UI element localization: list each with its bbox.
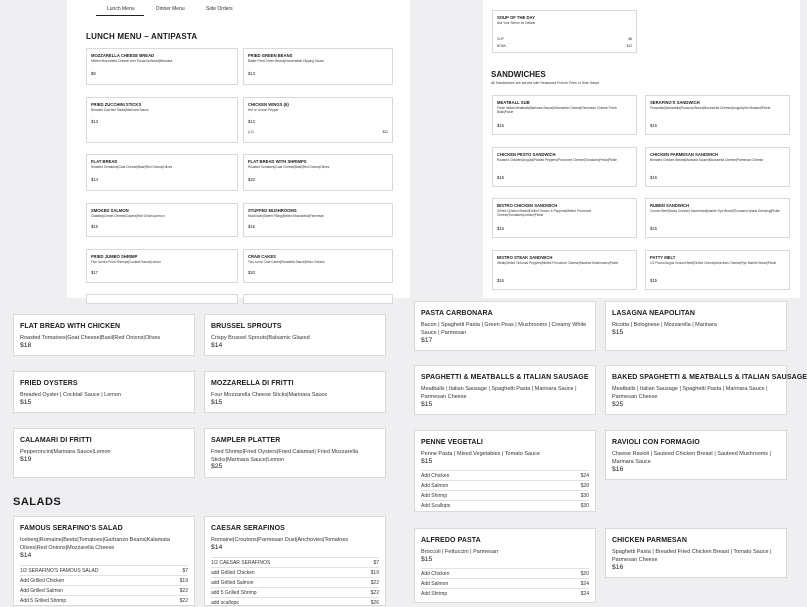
item-price: $12 [248,119,255,124]
item-price: $15 [211,399,223,406]
option-price: $19 [179,578,188,584]
item-name: SERAFINO'S SANDWICH [650,100,700,105]
menu-item-card[interactable] [204,371,386,413]
menu-item-card[interactable] [645,147,790,187]
item-price: $8 [91,71,96,76]
item-price: $15 [497,123,504,128]
item-name: ALFREDO PASTA [421,537,481,544]
menu-item-card[interactable] [204,428,386,478]
menu-item-card[interactable] [605,365,807,415]
section-title: LUNCH MENU – ANTIPASTA [86,32,198,41]
item-name: MEATBALL SUB [497,100,530,105]
option-price: $22 [179,588,188,594]
item-desc: Roasted Chicken|Arugula|Pickled Peppers|Provolone Cheese|Tomatoes|Pesto|Pickle [497,158,617,162]
menu-item-card[interactable] [492,95,637,135]
option-price: $7 [373,560,379,566]
item-desc: Grilled Chicken Breast|Grilled Onions & Peppers|Melted Provolone Cheese|Tomatoes|Lettuce|Pickle [497,209,592,217]
item-desc: Cheese Ravioli | Sauteed Chicken Breast | Sauteed Mushrooms | Marinara Sauce [612,451,771,465]
menu-item-card[interactable] [86,203,238,237]
menu-item-card[interactable] [13,314,195,356]
item-name: PATTY MELT [650,255,676,260]
option-label: Add Salmon [421,483,449,489]
item-name: CRAB CAKES [248,254,276,259]
item-desc: Broccoli | Fettuccini | Parmesan [421,549,499,555]
item-name: SOUP OF THE DAY [497,15,535,20]
menu-item-card[interactable] [243,203,393,237]
item-price: $15 [612,329,624,336]
item-name: MOZZARELLA CHEESE BREAD [91,53,155,58]
item-desc: Penne Pasta | Mixed Vegetables | Tomato Sauce [421,451,540,457]
item-desc: Meatballs | Italian Sausage | Spaghetti Pasta | Marinara Sauce | Parmesan Cheese [421,386,577,400]
menu-item-card[interactable] [243,154,393,191]
item-price: $17 [421,337,433,344]
option-row[interactable] [421,490,589,500]
option-row[interactable] [421,480,589,490]
option-label: 1/2 CAESAR SERAFINOS [211,560,271,566]
item-desc: Prosciutto|Mortadella|Focaccia Bread|Mozzarella Cheese|Arugula|Hot Mustard|Pickle [650,106,771,110]
item-desc: Melted Mozzarella Cheese over Focaccia Bread|Marinara [91,59,173,63]
option-price: $22 [382,130,388,134]
option-label: add Grilled Salmon [211,580,254,586]
section-title: SANDWICHES [491,70,546,79]
tab-side-orders[interactable]: Side Orders [206,6,233,12]
menu-item-card[interactable] [414,365,596,415]
item-desc: Roasted Tomatoes|Goat Cheese|Basil|Red Onions|Olives [248,165,330,169]
item-price: $19 [20,456,32,463]
item-desc: Two Lump Crab Cakes|Rosalotta Sauce|Micro Greens [248,260,325,264]
menu-item-card[interactable] [86,97,238,143]
option-row[interactable] [421,470,589,480]
option-row[interactable] [211,597,379,607]
item-price: $15 [20,399,32,406]
item-price: $15 [650,226,657,231]
menu-item-card[interactable] [605,301,787,351]
item-price: $15 [421,458,433,465]
option-label: BOWL [497,44,507,48]
item-desc: Hot or Lemon Pepper [248,108,279,112]
item-price: $15 [650,278,657,283]
option-price: $19 [370,570,379,576]
option-price: $7 [182,568,188,574]
option-row[interactable] [20,565,188,575]
item-desc: Breaded Oyster | Cocktail Sauce | Lemon [20,392,121,398]
menu-item-card[interactable] [492,147,637,187]
option-row[interactable] [421,500,589,510]
menu-tabs [67,0,410,17]
option-label: Add Chicken [421,571,450,577]
item-price: $15 [421,401,433,408]
item-desc: Fresh Italian Meatballs|Marinara Sauce|Mozzarella Cheese|Parmesan Cheese Fresh Basil|Pickle [497,106,617,114]
item-name: BISTRO CHICKEN SANDWICH [497,203,558,208]
item-name: FRIED JUMBO SHRIMP [91,254,138,259]
option-price: $26 [370,600,379,606]
menu-item-card[interactable] [86,154,238,191]
item-desc: Roasted Tomatoes|Goat Cheese|Basil|Red Onions|Olives [91,165,173,169]
item-name: MOZZARELLA DI FRITTI [211,380,294,387]
option-label: add scallops [211,600,239,606]
option-price: $24 [580,591,589,597]
item-price: $14 [20,552,32,559]
option-label: Add Chicken [421,473,450,479]
item-name: CAESAR SERAFINOS [211,525,285,532]
item-name: FRIED OYSTERS [20,380,78,387]
menu-item-card[interactable] [605,430,787,480]
item-desc: Ciabatta|Cream Cheese|Capers|Red Onions|Lemon [91,214,165,218]
item-desc: 1/2 Pound Angus Ground Beef|Grilled Onions|American Cheese|Rye Marble Bread|Pickle [650,261,777,265]
menu-item-card[interactable] [645,95,790,135]
option-row[interactable] [20,575,188,585]
item-price: $15 [248,224,255,229]
option-row[interactable] [211,577,379,587]
option-label: Add Grilled Salmon [20,588,64,594]
option-price: $20 [580,571,589,577]
item-price: $16 [497,278,504,283]
item-price: $15 [497,226,504,231]
option-price: $24 [580,581,589,587]
item-name: FLAT BREAD WITH SHRIMPS [248,159,307,164]
item-desc: Steak|Grilled Onions& Peppers|Melted Provolone Cheese|Sauteed Mushrooms|Pickle [497,261,619,265]
item-desc: Ask Your Server for Details [497,21,536,25]
item-desc: Pepperoncini|Marinara Sauce|Lemon [20,449,111,455]
menu-item-card[interactable] [492,198,637,238]
option-row[interactable] [421,578,589,588]
item-price: $14 [211,342,223,349]
menu-item-card[interactable] [645,198,790,238]
item-desc: Meatballs | Italian Sausage | Spaghetti Pasta | Marinara Sauce | Parmesan Cheese [612,386,768,400]
menu-item-card[interactable] [86,249,238,283]
soup-card[interactable] [492,10,637,53]
option-price: $28 [580,483,589,489]
option-price: $30 [580,493,589,499]
item-desc: Iceberg|Romaine|Beets|Tomatoes|Garbanzo Beans|Kalamata Olives|Red Onions|Mozzarella Cheese [20,537,170,551]
item-price: $18 [20,342,32,349]
sandwiches-panel [483,0,800,298]
item-price: $15 [650,123,657,128]
tab-dinner-menu[interactable]: Dinner Menu [156,6,185,12]
tab-lunch-menu[interactable]: Lunch Menu [107,6,135,12]
menu-item-card[interactable] [243,97,393,143]
item-desc: Crispy Brussel Sprouts|Balsamic Glazed [211,335,310,341]
item-name: PENNE VEGETALI [421,439,483,446]
item-price: $22 [248,177,255,182]
menu-item-card[interactable] [414,430,596,512]
menu-item-card[interactable] [243,48,393,85]
item-price: $20 [248,270,255,275]
item-name: FLAT BREAD WITH CHICKEN [20,323,121,330]
item-name: FRIED GREEN BEANS [248,53,293,58]
option-row[interactable] [421,568,589,578]
option-label: Add Shrimp [421,591,448,597]
option-row[interactable] [211,557,379,567]
menu-item-card[interactable] [86,48,238,85]
menu-item-card[interactable] [243,249,393,283]
option-label: 1/2 SERAFINO'S FAMOUS SALAD [20,568,99,574]
option-price: $22 [179,598,188,604]
option-label: (12) [248,130,254,134]
menu-item-card[interactable] [13,516,195,606]
option-price: $6 [628,37,632,41]
menu-item-card[interactable] [86,294,238,304]
item-name: BISTRO STEAK SANDWICH [497,255,553,260]
active-tab-indicator [96,15,144,16]
item-price: $15 [497,175,504,180]
option-price: $12 [626,44,632,48]
option-label: add 5 Grilled Shrimp [211,590,257,596]
item-name: BAKED SPAGHETTI & MEATBALLS & ITALIAN SAUSAGE [612,374,807,381]
menu-item-card[interactable] [204,516,386,606]
item-name: FAMOUS SERAFINO'S SALAD [20,525,123,532]
item-name: CHICKEN PESTO SANDWICH [497,152,556,157]
item-price: $14 [211,544,223,551]
option-label: Add Shrimp [421,493,448,499]
option-row[interactable] [20,595,188,605]
option-label: add Grilled Chicken [211,570,255,576]
menu-item-card[interactable] [243,294,393,304]
item-desc: Five Jumbo Fried Shrimps|Cocktail Sauce|Lemon [91,260,161,264]
item-price: $15 [91,224,98,229]
item-desc: Ricotta | Bolognese | Mozzarella | Marinara [612,322,717,328]
menu-item-card[interactable] [13,371,195,413]
menu-item-card[interactable] [605,528,787,578]
option-price: $22 [370,590,379,596]
item-name: SAMPLER PLATTER [211,437,281,444]
item-price: $15 [421,556,433,563]
item-price: $13 [248,71,255,76]
item-desc: Fried Shrimp|Fried Oysters|Fried Calamari| Fried Mozzarella Sticks|Marinara Sauce|Lemon [211,449,359,463]
item-price: $13 [91,119,98,124]
option-price: $22 [370,580,379,586]
option-price: $30 [580,503,589,509]
item-name: STUFFED MUSHROOMS [248,208,297,213]
item-name: SMOKED SALMON [91,208,129,213]
item-name: CHICKEN WINGS (6) [248,102,289,107]
option-row[interactable] [421,588,589,598]
item-desc: Breaded Zucchini Sticks|Marinara Sauce [91,108,149,112]
menu-item-card[interactable] [492,250,637,290]
item-name: RAVIOLI CON FORMAGIO [612,439,700,446]
section-subtitle: All Sandwiches are served with Seasoned French Fries or Side Salad [491,81,599,85]
item-price: $16 [612,466,624,473]
item-name: BRUSSEL SPROUTS [211,323,282,330]
item-name: CHICKEN PARMESAN SANDWICH [650,152,719,157]
item-desc: Corned Beef|Swiss Cheese| Sauerkraut|Marble Rye Bread|Thousand Island Dressing|Pickle [650,209,780,213]
item-desc: Mushroom|Sweet Filling|Melted Mozzarella|Parmesan [248,214,325,218]
item-price: $16 [612,564,624,571]
option-label: CUP [497,37,504,41]
option-label: Add Grilled Chicken [20,578,65,584]
item-name: CALAMARI DI FRITTI [20,437,92,444]
menu-item-card[interactable] [414,528,596,603]
menu-item-card[interactable] [13,428,195,478]
item-desc: Four Mozzarella Cheese Sticks|Marinara Sauce [211,392,328,398]
item-desc: Roasted Tomatoes|Goat Cheese|Basil|Red Onions|Olives [20,335,161,341]
item-desc: Batter Fried Green Beans|Horseradish Dipping Sauce [248,59,324,63]
menu-item-card[interactable] [645,250,790,290]
item-name: FRIED ZUCCHINI STICKS [91,102,142,107]
option-row[interactable] [20,585,188,595]
menu-item-card[interactable] [204,314,386,356]
item-price: $16 [650,175,657,180]
item-price: $17 [91,270,98,275]
item-price: $25 [211,463,223,470]
option-price: $24 [580,473,589,479]
item-name: FLAT BREAD [91,159,118,164]
option-label: Add 5 Grilled Shrimp [20,598,67,604]
item-desc: Romaine|Croutons|Parmesan Dust|Anchovies|Tomatoes [211,537,349,543]
item-name: SPAGHETTI & MEATBALLS & ITALIAN SAUSAGE [421,374,589,381]
option-label: Add Scallops [421,503,451,509]
option-label: Add Salmon [421,581,449,587]
item-name: CHICKEN PARMESAN [612,537,687,544]
item-desc: Spaghetti Pasta | Breaded Fried Chicken Breast | Tomato Sauce | Parmesan Cheese [612,549,772,563]
item-price: $14 [91,177,98,182]
item-price: $25 [612,401,624,408]
menu-item-card[interactable] [414,301,596,351]
option-row[interactable] [211,587,379,597]
item-name: RUBEN SANDWICH [650,203,690,208]
item-desc: Breaded Chicken Breast|Marinara Sauce|Mozzarella Cheese|Parmesan Cheese [650,158,764,162]
option-row[interactable] [211,567,379,577]
lunch-menu-panel [67,0,410,298]
section-title: SALADS [13,496,62,508]
item-name: PASTA CARBONARA [421,310,493,317]
item-name: LASAGNA NEAPOLITAN [612,310,696,317]
item-desc: Bacon | Spaghetti Pasta | Green Peas | Mushrooms | Creamy White Sauce | Parmesan [421,322,587,336]
